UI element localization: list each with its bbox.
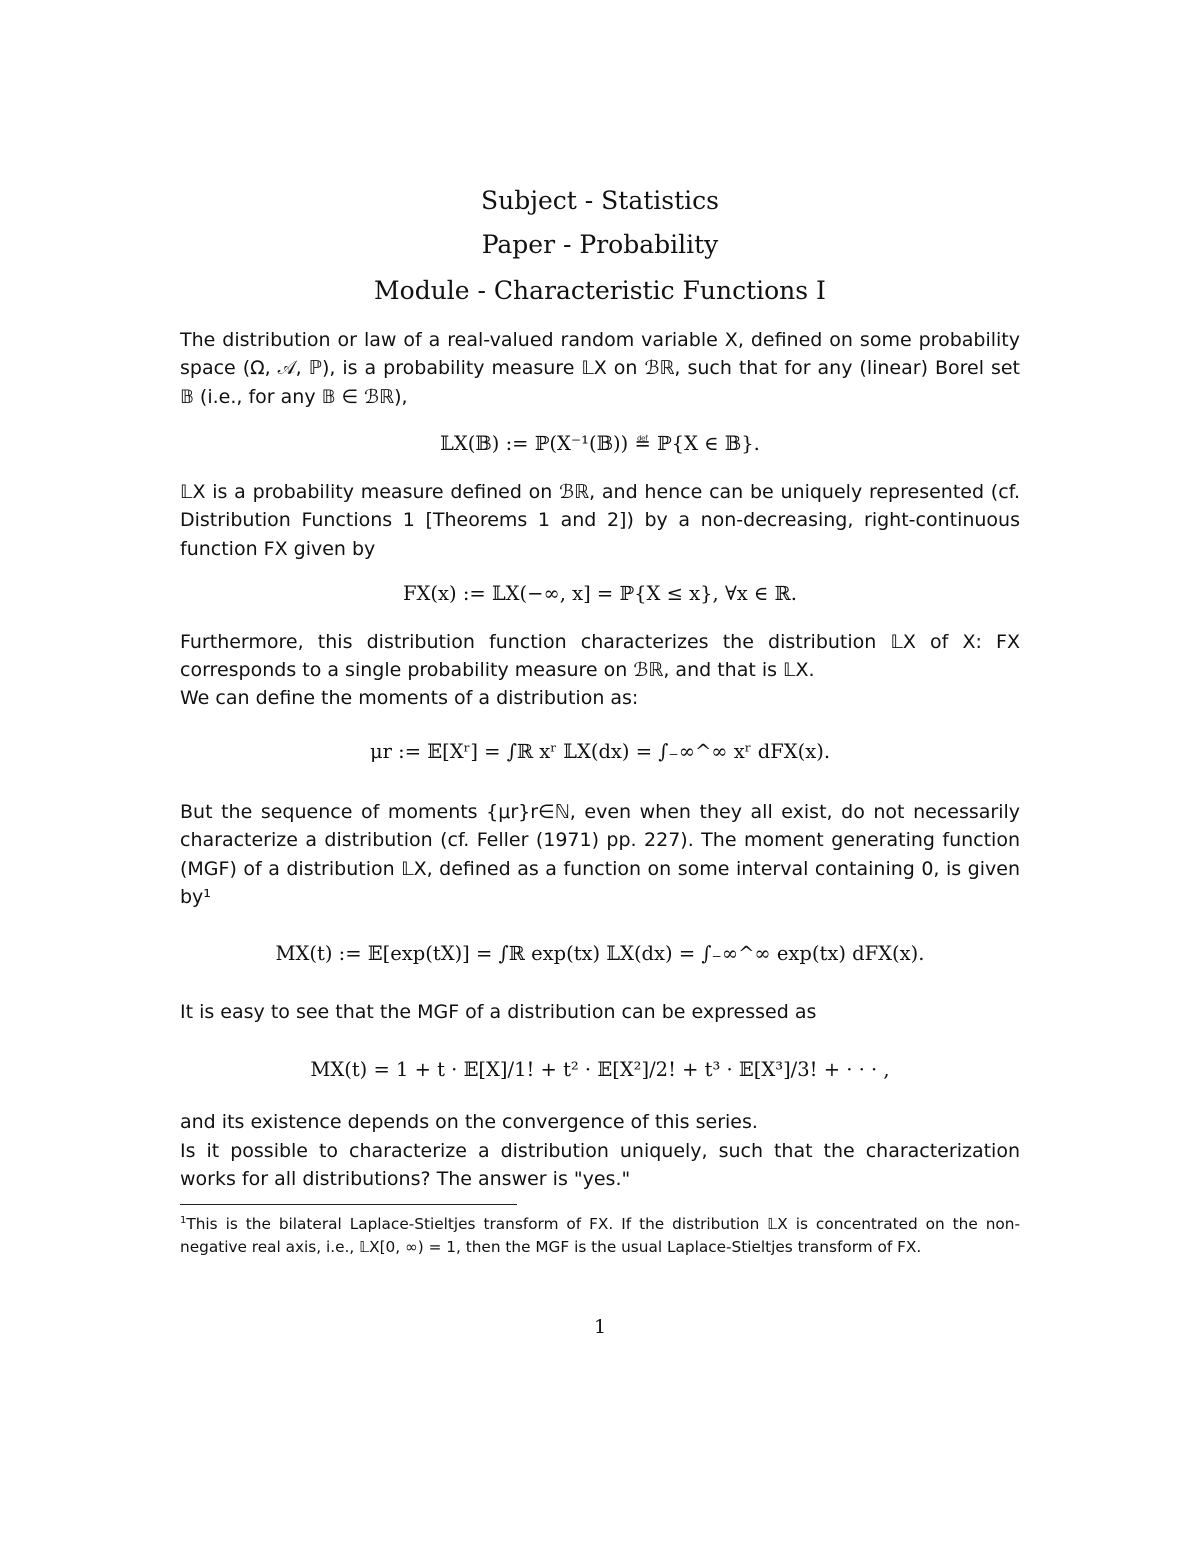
page-number: 1: [593, 1316, 607, 1338]
paragraph-convergence: and its existence depends on the convergence of this series.: [180, 1111, 758, 1133]
paper-title: Paper - Probability: [481, 230, 719, 259]
footnote-marker: 1: [180, 1215, 187, 1226]
footnote-text: This is the bilateral Laplace-Stieltjes transform of FX. If the distribution 𝕃X is concentrated on the non-negative real axis, i.e., 𝕃X[0, ∞) = 1, then the MGF is the usual Laplace-Stieltjes transform of FX.: [180, 1215, 1020, 1256]
equation-cdf: FX(x) := 𝕃X(−∞, x] = ℙ{X ≤ x}, ∀x ∈ ℝ.: [403, 582, 797, 605]
equation-mgf-series: MX(t) = 1 + t · 𝔼[X]/1! + t² · 𝔼[X²]/2! + t³ · 𝔼[X³]/3! + · · · ,: [310, 1058, 890, 1081]
footnote-divider: [180, 1204, 517, 1205]
paragraph-characterizes: Furthermore, this distribution function characterizes the distribution 𝕃X of X: FX corresponds to a single probability measure on ℬℝ, and that is 𝕃X.: [180, 631, 1020, 682]
footnote: [180, 1210, 1020, 1258]
module-title: Module - Characteristic Functions I: [374, 276, 826, 305]
paragraph-moments-intro: We can define the moments of a distribution as:: [180, 687, 639, 709]
paragraph-question: Is it possible to characterize a distribution uniquely, such that the characterization works for all distributions? The answer is "yes.": [180, 1140, 1020, 1191]
equation-moments: μr := 𝔼[Xʳ] = ∫ℝ xʳ 𝕃X(dx) = ∫₋∞^∞ xʳ dFX(x).: [369, 740, 831, 763]
paragraph-distribution-function: 𝕃X is a probability measure defined on ℬℝ, and hence can be uniquely represented (cf. Distribution Functions 1 [Theorems 1 and 2]) by a non-decreasing, right-continuous function FX given by: [180, 481, 1020, 560]
equation-mgf: MX(t) := 𝔼[exp(tX)] = ∫ℝ exp(tx) 𝕃X(dx) = ∫₋∞^∞ exp(tx) dFX(x).: [275, 942, 925, 965]
subject-title: Subject - Statistics: [481, 186, 719, 215]
paragraph-mgf-series-intro: It is easy to see that the MGF of a distribution can be expressed as: [180, 1001, 817, 1023]
paragraph-law-definition: The distribution or law of a real-valued random variable X, defined on some probability space (Ω, 𝒜, ℙ), is a probability measure 𝕃X on ℬℝ, such that for any (linear) Borel set 𝔹 (i.e., for any 𝔹 ∈ ℬℝ),: [180, 329, 1020, 408]
paragraph-mgf-intro: But the sequence of moments {μr}r∈ℕ, even when they all exist, do not necessarily characterize a distribution (cf. Feller (1971) pp. 227). The moment generating function (MGF) of a distribution 𝕃X, defined as a function on some interval containing 0, is given by¹: [180, 801, 1020, 908]
equation-law: 𝕃X(𝔹) := ℙ(X⁻¹(𝔹)) ≝ ℙ{X ∈ 𝔹}.: [440, 432, 760, 455]
